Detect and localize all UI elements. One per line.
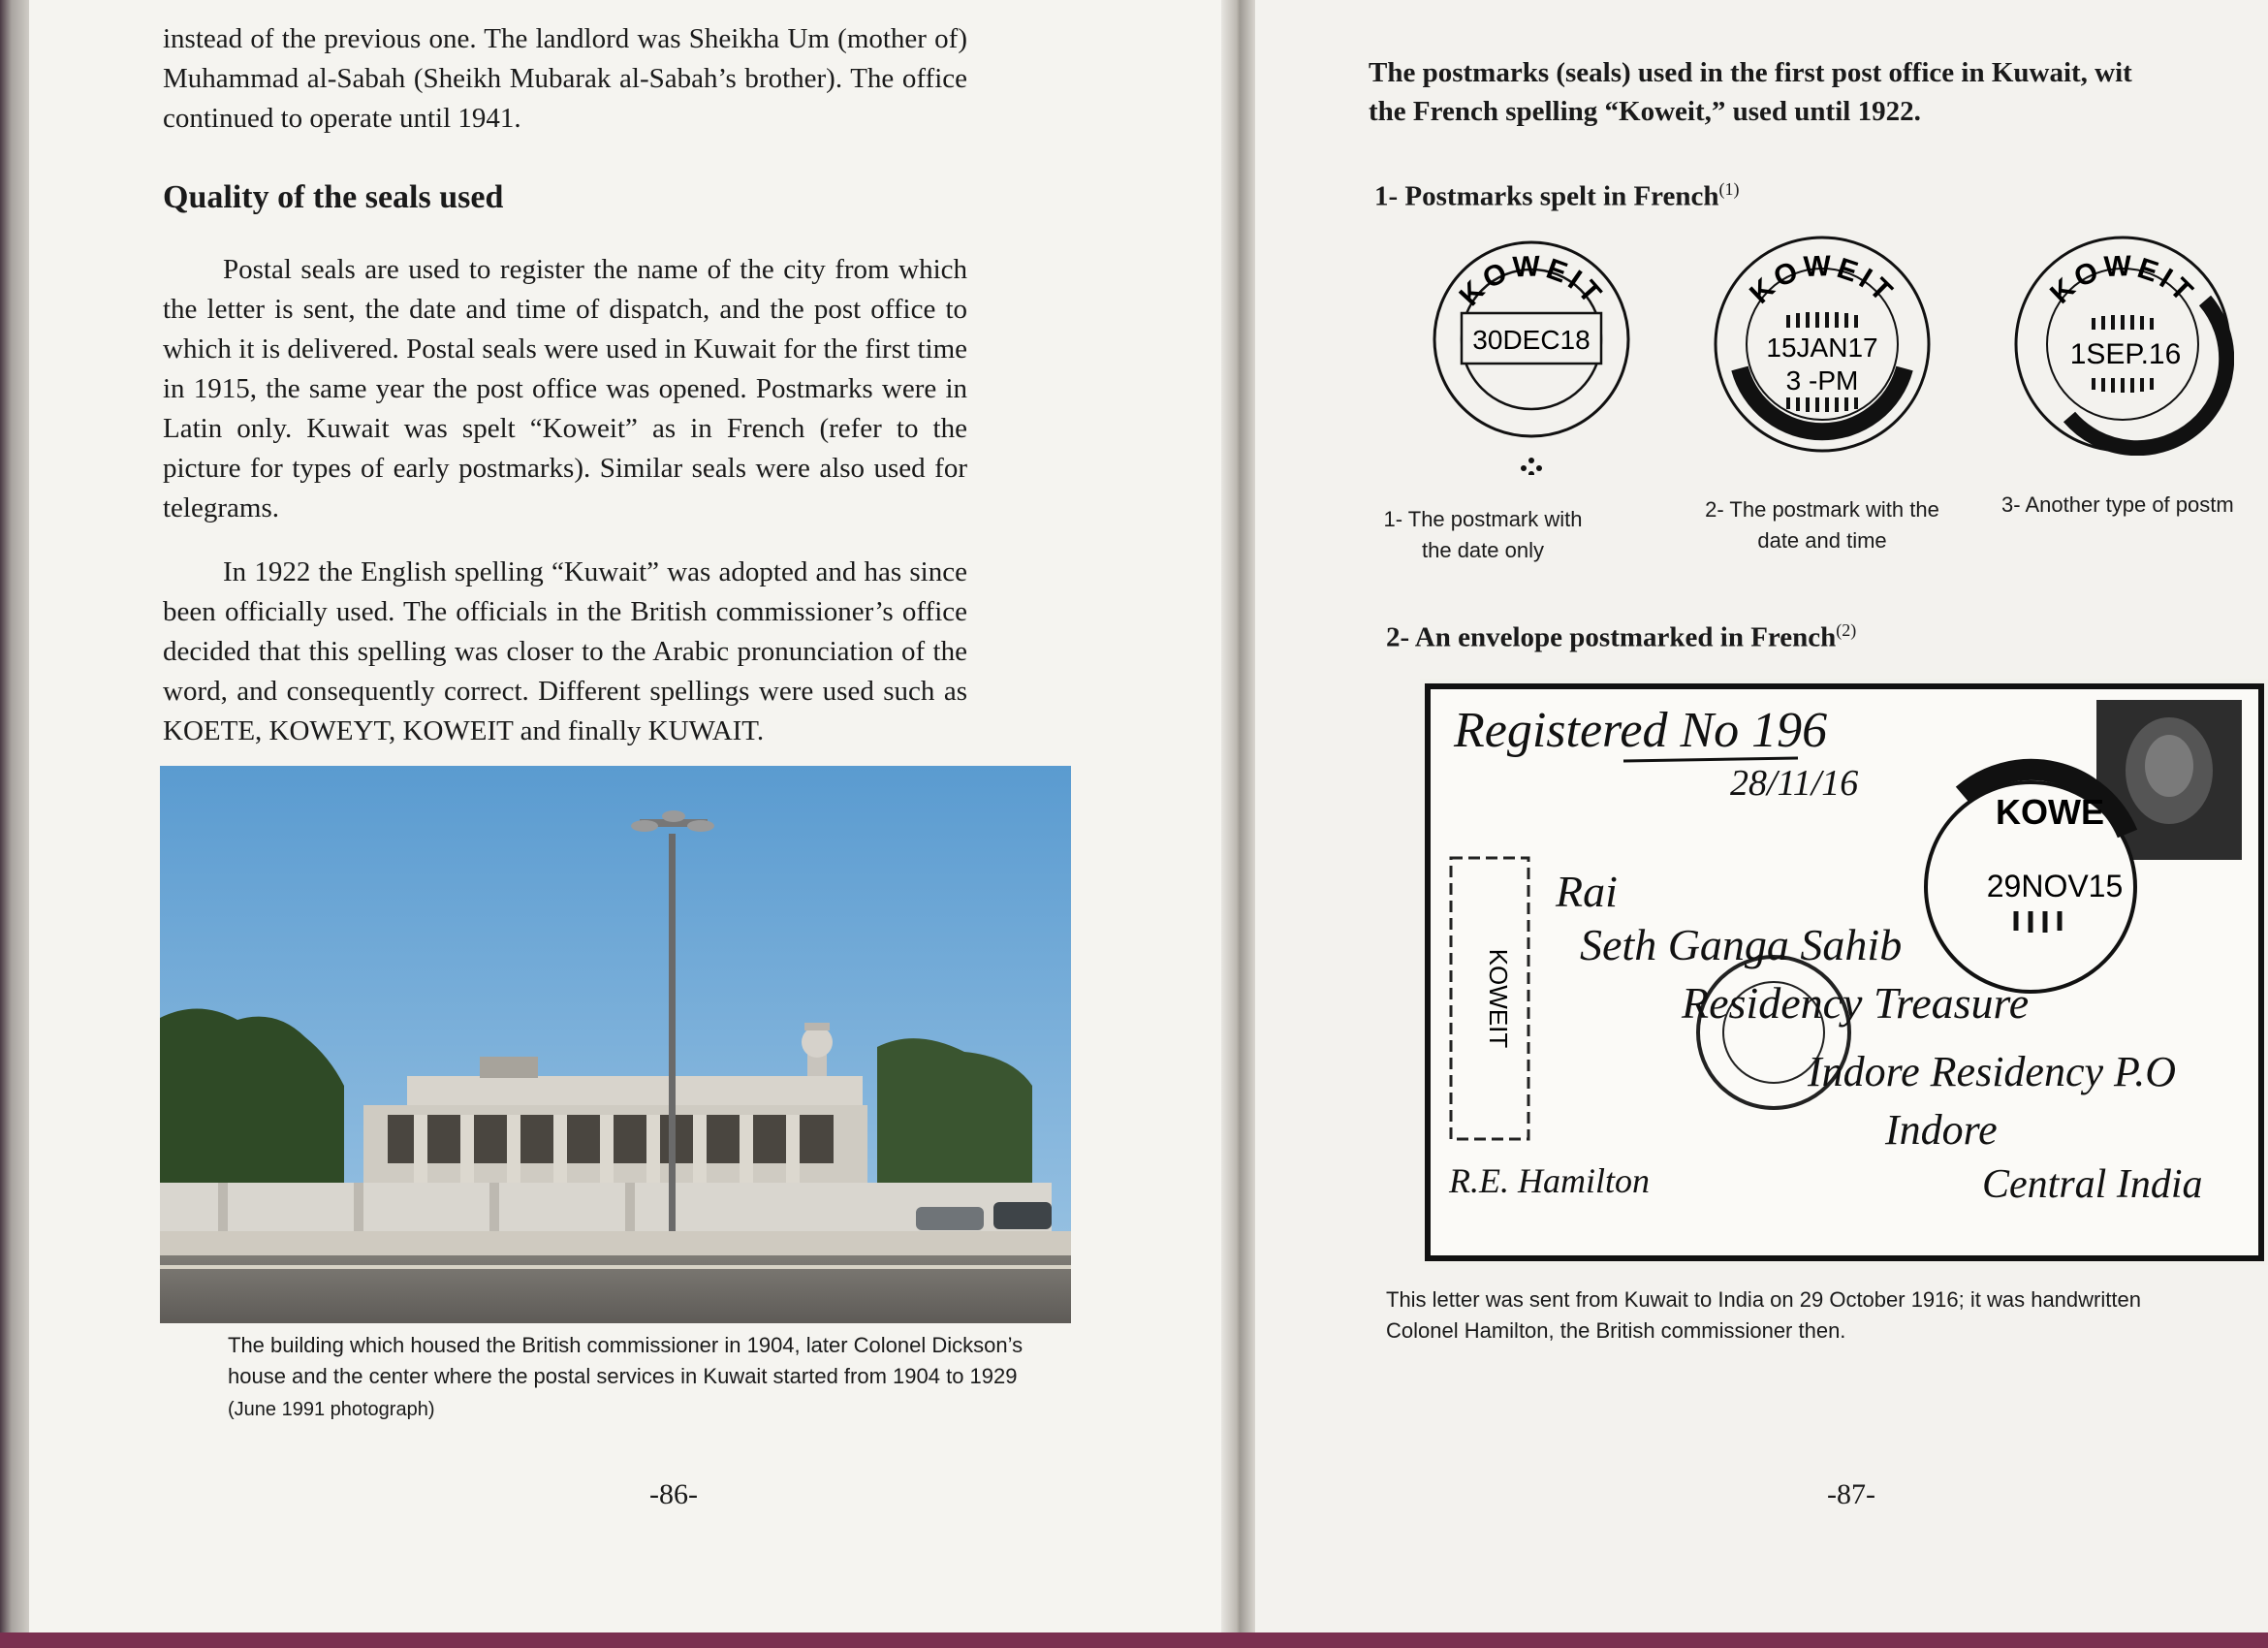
postmark-2-caption-line1: 2- The postmark with the [1705, 497, 1939, 522]
envelope-address-4: Indore [1885, 1106, 1998, 1154]
left-page [29, 0, 1221, 1648]
paragraph-2: In 1922 the English spelling “Kuwait” was adopted and has since been officially used. The officials in the British commissioner’s office decided that this spelling was closer to the Arabic pronunciation of the word, and consequently correct. Different spellings were used such as KOETE, KOWEYT, KOWEIT and finally KUWAIT. [163, 556, 967, 746]
envelope-address-0: Rai [1556, 867, 1618, 916]
section-heading: Quality of the seals used [163, 179, 504, 215]
postmark-1-caption-line1: 1- The postmark with [1383, 507, 1583, 531]
postmark-3-caption-line1: 3- Another type of postm [2001, 492, 2234, 517]
svg-text:KOWEIT [2044, 250, 2201, 310]
postmark-1-caption [1367, 504, 1599, 566]
postmark-1-top: KOWEIT [1453, 250, 1610, 313]
book-gutter [1221, 0, 1255, 1648]
envelope-date-written: 28/11/16 [1730, 763, 1859, 804]
svg-text:KOWEIT [1744, 250, 1901, 310]
envelope-registered: Registered No 196 [1454, 703, 1828, 758]
paragraph-1: Postal seals are used to register the name of the city from which the letter is sent, the date and time of dispatch, and the post office to which it is delivered. Postal seals were used in Kuwait for the first time in 1915, the same year the post office was opened. Postmarks were in Latin only. Kuwait was spelt “Koweit” as in French (refer to the picture for types of early postmarks). Similar seals were also used for telegrams. [163, 254, 967, 523]
page-number-left: -86- [649, 1478, 698, 1510]
postmark-3-top: KOWEIT [2044, 249, 2202, 310]
envelope-postmark-date: 29NOV15 [1986, 869, 2124, 903]
right-title-line2: the French spelling “Koweit,” used until 1922. [1369, 96, 1921, 127]
postmark-1 [1430, 238, 1638, 475]
envelope-caption-line2: Colonel Hamilton, the British commissioner then. [1386, 1318, 1846, 1343]
right-title-line1: The postmarks (seals) used in the first post office in Kuwait, wit [1369, 57, 2132, 88]
postmark-2-caption-line2: date and time [1757, 528, 1887, 553]
postmark-2-date: 15JAN17 [1766, 333, 1878, 363]
envelope-address-1: Seth Ganga Sahib [1580, 920, 1903, 969]
postmark-2-caption [1686, 494, 1958, 556]
section-1-heading-text: 1- Postmarks spelt in French [1374, 180, 1719, 212]
envelope-side-stamp: KOWEIT [1484, 948, 1513, 1049]
envelope-sender: R.E. Hamilton [1449, 1161, 1650, 1200]
postmark-2-top: KOWEIT [1744, 249, 1902, 310]
envelope-caption-line1: This letter was sent from Kuwait to India on 29 October 1916; it was handwritten [1386, 1287, 2141, 1312]
section-2-footnote: (2) [1836, 620, 1857, 640]
section-1-heading [1374, 170, 1740, 216]
envelope-address-5: Central India [1982, 1162, 2203, 1207]
intro-text: instead of the previous one. The landlord was Sheikha Um (mother of) Muhammad al-Sabah (Sheikh Mubarak al-Sabah’s brother). The office continued to operate until 1941. [163, 23, 967, 134]
book-bottom-edge [0, 1632, 2268, 1648]
book-edge-left [0, 0, 29, 1648]
section-2-heading [1386, 611, 1856, 657]
section-1-footnote: (1) [1718, 179, 1740, 199]
postmark-3-date: 1SEP.16 [2069, 338, 2182, 370]
page-number-right: -87- [1827, 1478, 1875, 1510]
photo-caption-line2: house and the center where the postal services in Kuwait started from 1904 to 1929 [228, 1364, 1018, 1388]
postmark-1-date: 30DEC18 [1472, 325, 1591, 355]
right-page [1255, 0, 2268, 1648]
photo-caption-line3: (June 1991 photograph) [228, 1399, 435, 1420]
postmark-3 [2011, 233, 2234, 456]
envelope-image [1420, 679, 2268, 1265]
postmark-2-time: 3 -PM [1785, 365, 1859, 396]
envelope-address-3: Indore Residency P.O [1808, 1048, 2176, 1095]
envelope-postmark-top: KOWE [1996, 792, 2104, 832]
postmark-2 [1711, 233, 1934, 456]
envelope-address-2: Residency Treasure [1682, 978, 2030, 1028]
photo-caption-line1: The building which housed the British commissioner in 1904, later Colonel Dickson’s [228, 1333, 1024, 1357]
building-photo [160, 766, 1071, 1323]
postmark-1-caption-line2: the date only [1422, 538, 1544, 562]
section-2-heading-text: 2- An envelope postmarked in French [1386, 621, 1837, 653]
